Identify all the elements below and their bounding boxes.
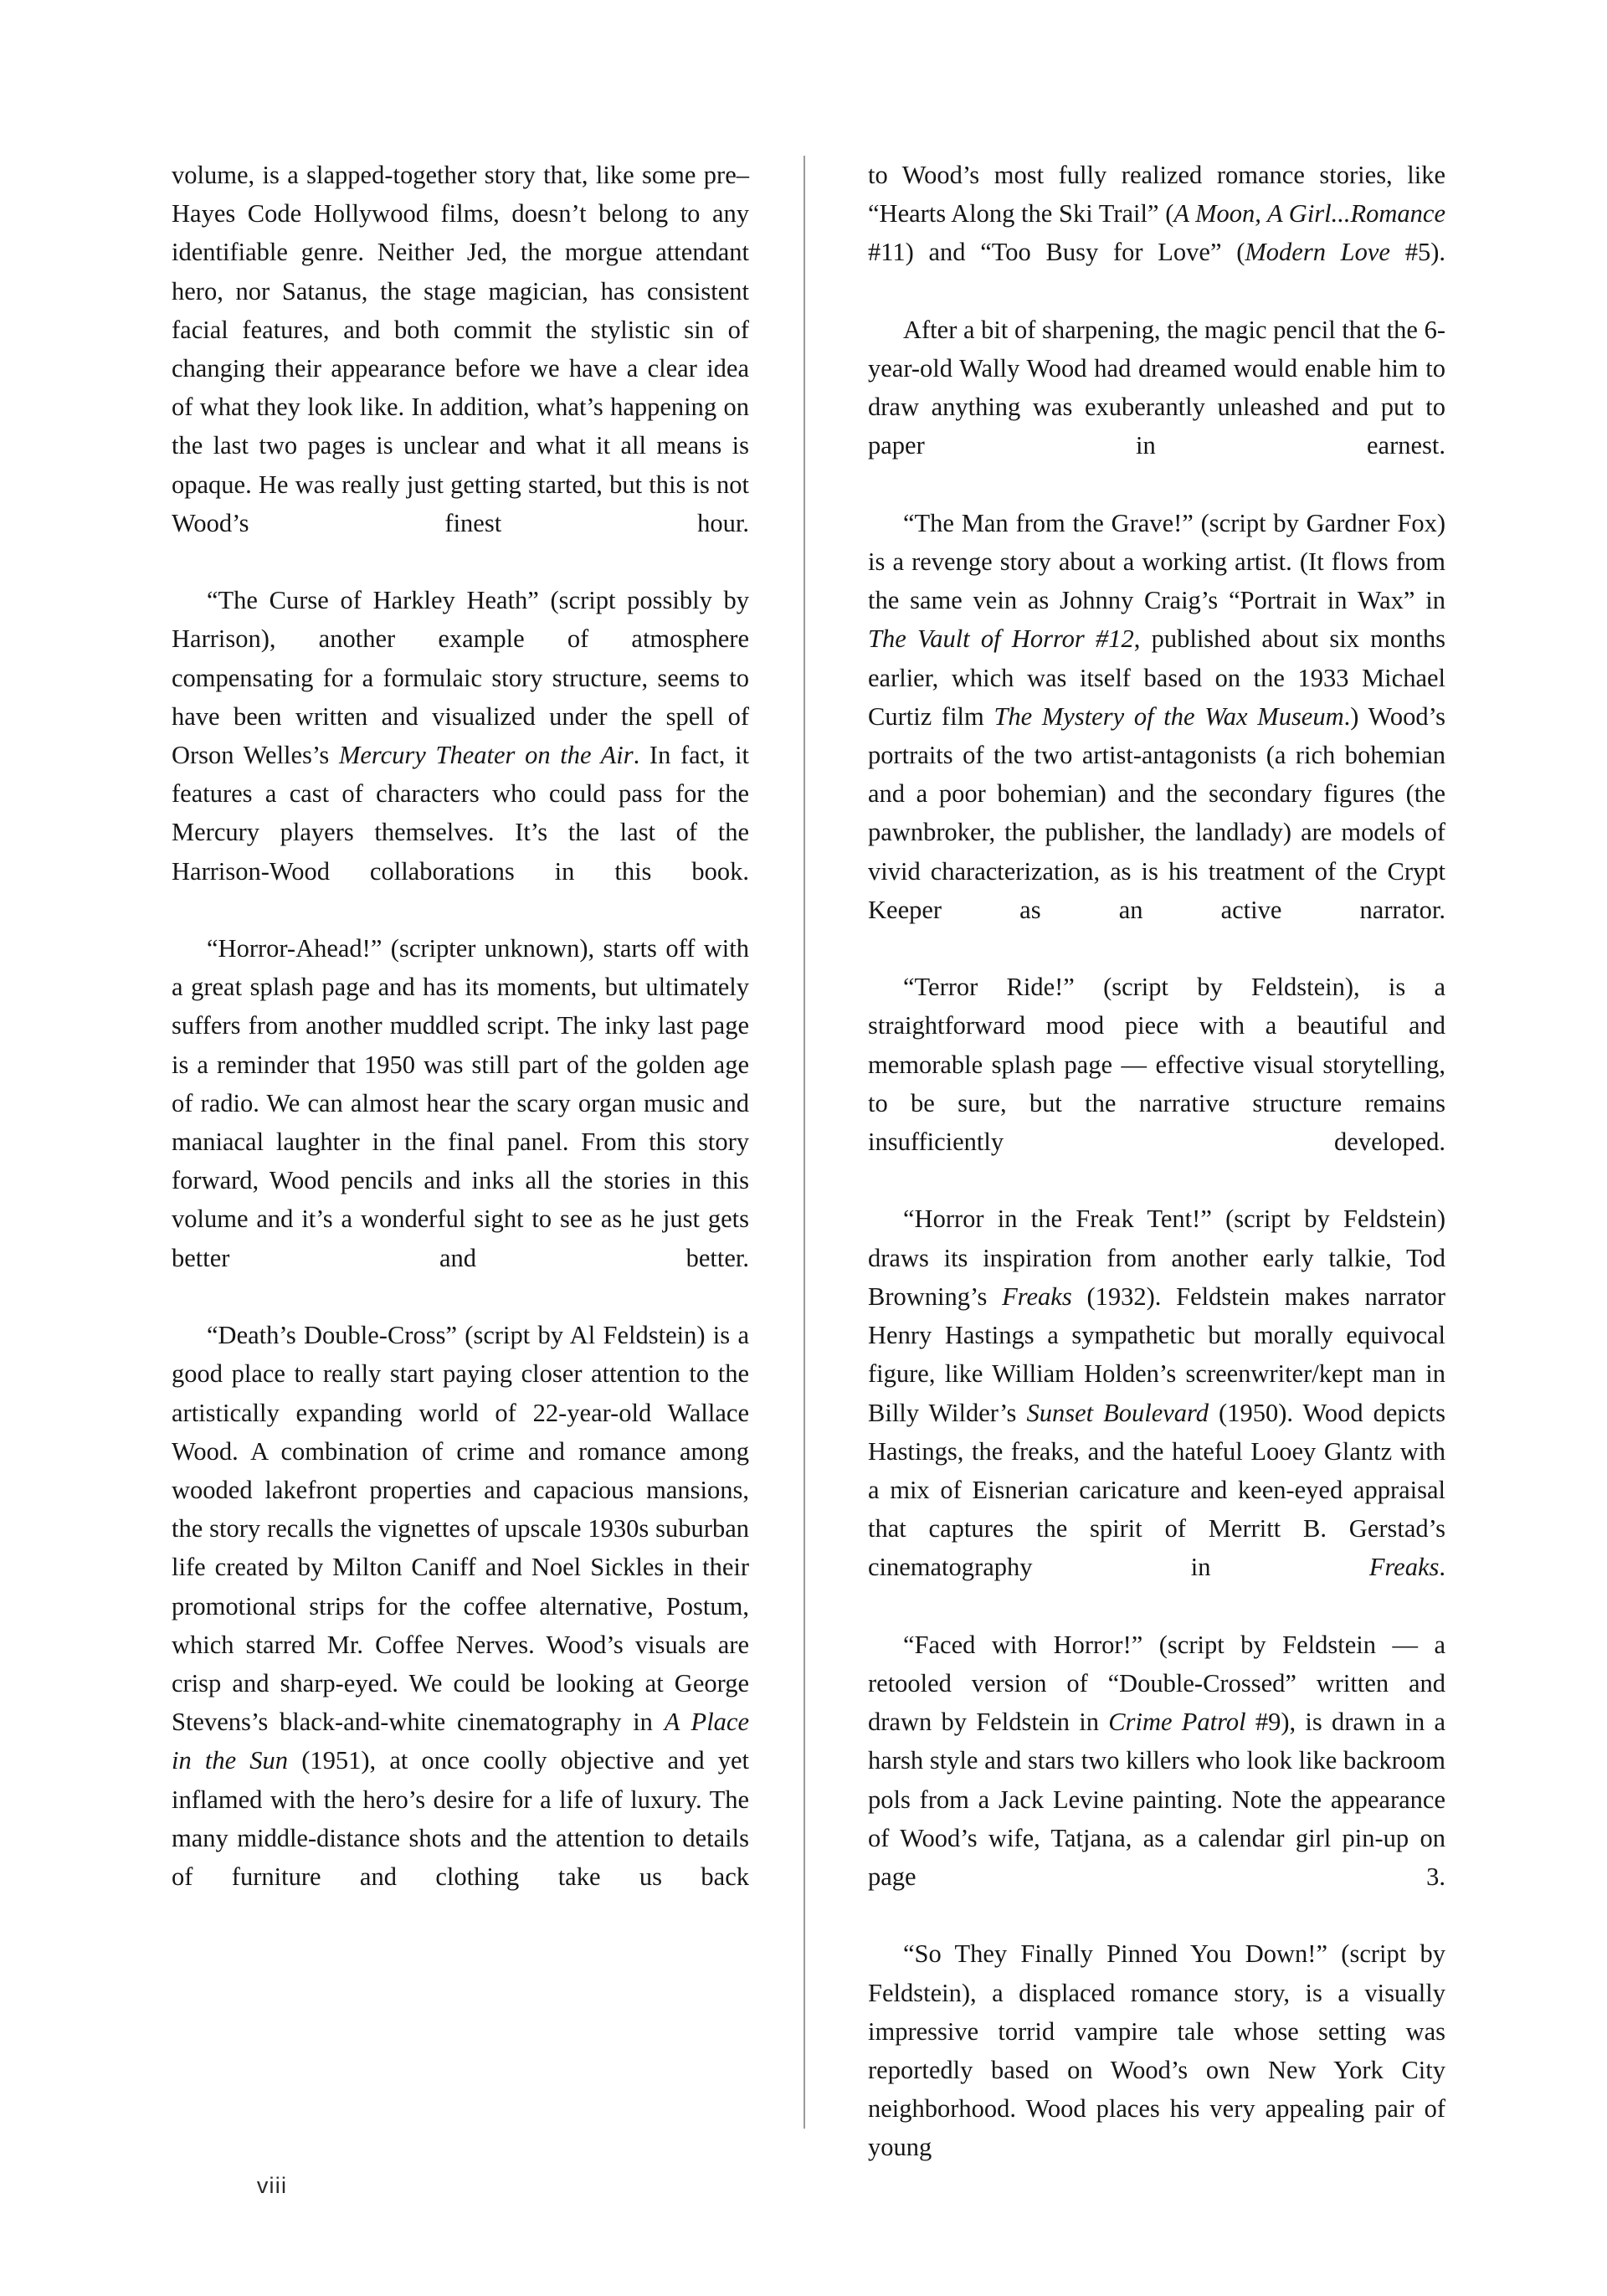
text-run: .: [1439, 1553, 1445, 1582]
italic-title: A Place in the Sun: [172, 1708, 749, 1775]
italic-title: Sunset Boulevard: [1026, 1398, 1209, 1427]
italic-title: The Vault of Horror #12: [868, 624, 1134, 654]
paragraph: [172, 929, 749, 1316]
text-run: “Faced with Horror!” (script by Feldstein — a retooled version of “Double-Crossed” written and drawn by Feldstein in: [868, 1630, 1445, 1737]
left-column: [172, 156, 749, 2206]
italic-title: Modern Love: [1245, 238, 1390, 267]
text-run: #11) and “Too Busy for Love” (: [868, 238, 1245, 267]
paragraph: [868, 1626, 1445, 1935]
text-run: (1951), at once coolly objective and yet inflamed with the hero’s desire for a life of luxury. The many middle-distance shots and the attention to details of furniture and clothing take us back: [172, 1746, 749, 1891]
text-run: “So They Finally Pinned You Down!” (script by Feldstein), a displaced romance story, is a visually impressive torrid vampire tale whose setting was reportedly based on Wood’s own New York City neighborhood. Wood places his very appealing pair of young: [868, 1939, 1445, 2162]
text-run: , published about six months earlier, which was itself based on the 1933 Michael Curtiz film: [868, 624, 1445, 731]
text-run: “The Curse of Harkley Heath” (script possibly by Harrison), another example of atmosphere compensating for a formulaic story structure, seems to have been written and visualized under the spell of Orson Welles’s: [172, 586, 749, 770]
paragraph: [868, 311, 1445, 504]
text-run: “The Man from the Grave!” (script by Gardner Fox) is a revenge story about a working artist. (It flows from the same vein as Johnny Craig’s “Portrait in Wax” in: [868, 508, 1445, 615]
italic-title: Mercury Theater on the Air: [338, 741, 634, 770]
text-run: . In fact, it features a cast of characters who could pass for the Mercury players themselves. It’s the last of the Harrison-Wood collaborations in this book.: [172, 741, 749, 886]
text-run: (1932). Feldstein makes narrator Henry Hastings a sympathetic but morally equivocal figure, like William Holden’s screenwriter/kept man in Billy Wilder’s: [868, 1282, 1445, 1427]
text-run: to Wood’s most fully realized romance stories, like “Hearts Along the Ski Trail” (: [868, 161, 1445, 229]
paragraph: [868, 504, 1445, 968]
paragraph: [868, 968, 1445, 1199]
text-run: After a bit of sharpening, the magic pencil that the 6-year-old Wally Wood had dreamed would enable him to draw anything was exuberantly unleashed and put to paper in earnest.: [868, 315, 1445, 460]
paragraph: [868, 1934, 1445, 2205]
text-run: “Terror Ride!” (script by Feldstein), is a straightforward mood piece with a beautiful and memorable splash page — effective visual storytelling, to be sure, but the narrative structure remains insufficiently developed.: [868, 973, 1445, 1157]
text-columns: [172, 156, 1445, 2206]
italic-title: Freaks: [1368, 1553, 1440, 1582]
text-run: (1950). Wood depicts Hastings, the freaks, and the hateful Looey Glantz with a mix of Eisnerian caricature and keen-eyed appraisal that captures the spirit of Merritt B. Gerstad’s cinematography in: [868, 1398, 1445, 1582]
paragraph: [172, 581, 749, 929]
text-run: “Death’s Double-Cross” (script by Al Feldstein) is a good place to really start paying closer attention to the artistically expanding world of 22-year-old Wallace Wood. A combination of crime and romance among wooded lakefront properties and capacious mansions, the story recalls the vignettes of upscale 1930s suburban life created by Milton Caniff and Noel Sickles in their promotional strips for the coffee alternative, Postum, which starred Mr. Coffee Nerves. Wood’s visuals are crisp and sharp-eyed. We could be looking at George Stevens’s black-and-white cinematography in: [172, 1321, 749, 1737]
right-column: [868, 156, 1445, 2206]
paragraph: [172, 1316, 749, 1934]
paragraph: [868, 1199, 1445, 1625]
page-number: viii: [256, 2173, 288, 2198]
text-run: #9), is drawn in a harsh style and stars two killers who look like backroom pols from a Jack Levine painting. Note the appearance of Wood’s wife, Tatjana, as a calendar girl pin-up on page 3.: [868, 1708, 1445, 1891]
paragraph: [868, 156, 1445, 311]
text-run: “Horror-Ahead!” (scripter unknown), starts off with a great splash page and has its moments, but ultimately suffers from another muddled script. The inky last page is a reminder that 1950 was still part of the golden age of radio. We can almost hear the scary organ music and maniacal laughter in the final panel. From this story forward, Wood pencils and inks all the stories in this volume and it’s a wonderful sight to see as he just gets better and better.: [172, 934, 749, 1272]
text-run: “Horror in the Freak Tent!” (script by Feldstein) draws its inspiration from another early talkie, Tod Browning’s: [868, 1205, 1445, 1311]
italic-title: The Mystery of the Wax Museum: [993, 701, 1344, 731]
italic-title: Crime Patrol: [1108, 1708, 1246, 1737]
italic-title: A Moon, A Girl...Romance: [1173, 199, 1446, 229]
paragraph: [172, 156, 749, 581]
italic-title: Freaks: [1002, 1282, 1072, 1311]
text-run: .) Wood’s portraits of the two artist-antagonists (a rich bohemian and a poor bohemian) and the secondary figures (the pawnbroker, the publisher, the landlady) are models of vivid characterization, as is his treatment of the Crypt Keeper as an active narrator.: [868, 701, 1445, 924]
text-run: volume, is a slapped-together story that, like some pre–Hayes Code Hollywood films, doesn’t belong to any identifiable genre. Neither Jed, the morgue attendant hero, nor Satanus, the stage magician, has consistent facial features, and both commit the stylistic sin of changing their appearance before we have a clear idea of what they look like. In addition, what’s happening on the last two pages is unclear and what it all means is opaque. He was really just getting started, but this is not Wood’s finest hour.: [172, 161, 749, 537]
text-run: #5).: [1389, 238, 1445, 267]
